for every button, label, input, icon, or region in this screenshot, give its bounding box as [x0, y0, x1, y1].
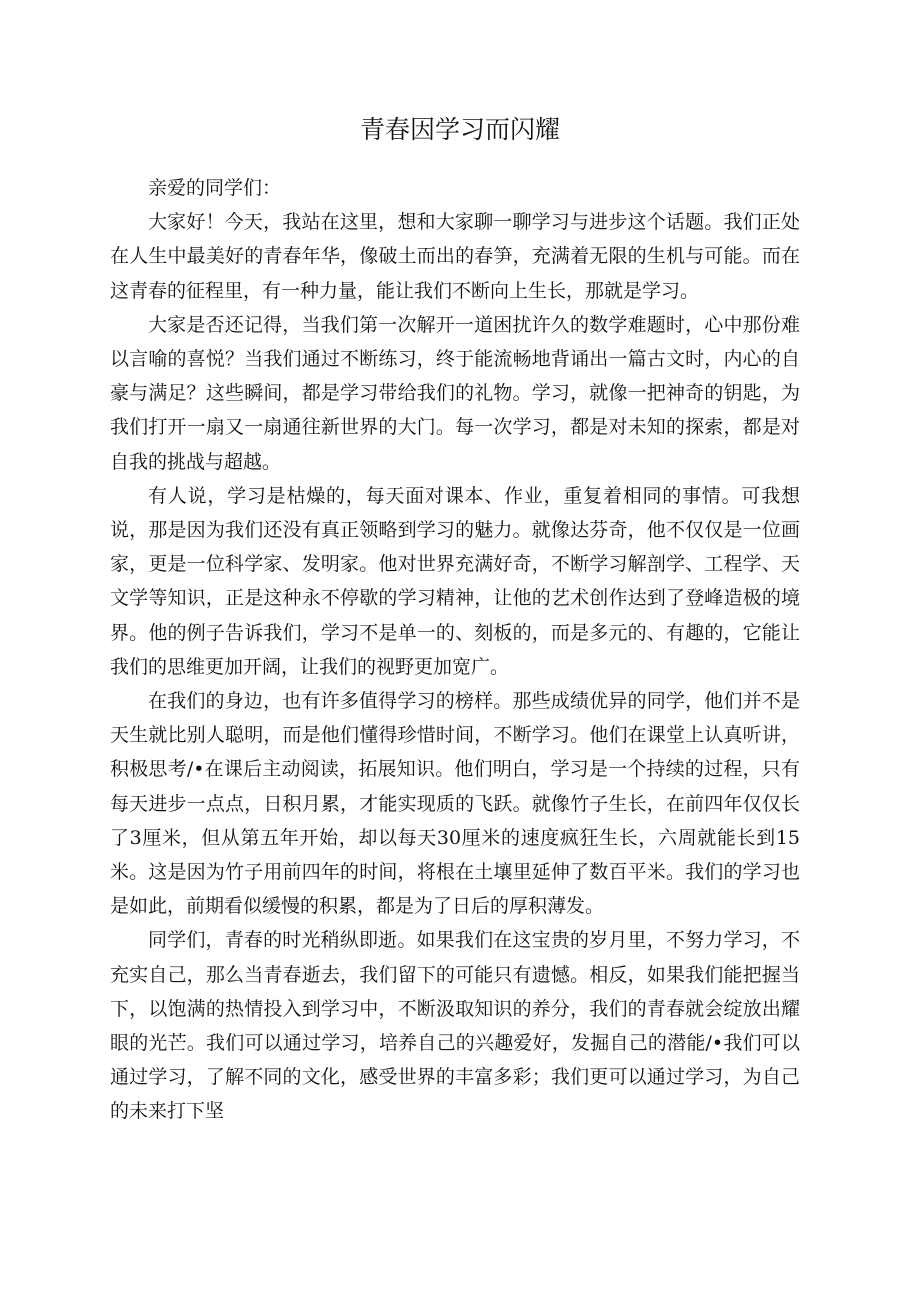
paragraph-4: 在我们的身边，也有许多值得学习的榜样。那些成绩优异的同学，他们并不是天生就比别人聪明，而是他们懂得珍惜时间，不断学习。他们在课堂上认真听讲，积极思考/•在课后主动阅读，拓展知识。他们明白，学习是一个持续的过程，只有每天进步一点点，日积月累，才能实现质的飞跃。就像竹子生长，在前四年仅仅长了3厘米，但从第五年开始，却以每天30厘米的速度疯狂生长，六周就能长到15米。这是因为竹子用前四年的时间，将根在土壤里延伸了数百平米。我们的学习也是如此，前期看似缓慢的积累，都是为了日后的厚积薄发。 — [110, 690, 800, 918]
document-body — [110, 171, 800, 1129]
paragraph-1: 大家好！今天，我站在这里，想和大家聊一聊学习与进步这个话题。我们正处在人生中最美好的青春年华，像破土而出的春笋，充满着无限的生机与可能。而在这青春的征程里，有一种力量，能让我们不断向上生长，那就是学习。 — [110, 211, 800, 302]
paragraph-3: 有人说，学习是枯燥的，每天面对课本、作业，重复着相同的事情。可我想说，那是因为我们还没有真正领略到学习的魅力。就像达芬奇，他不仅仅是一位画家，更是一位科学家、发明家。他对世界充满好奇，不断学习解剖学、工程学、天文学等知识，正是这种永不停歇的学习精神，让他的艺术创作达到了登峰造极的境界。他的例子告诉我们，学习不是单一的、刻板的，而是多元的、有趣的，它能让我们的思维更加开阔，让我们的视野更加宽广。 — [110, 484, 800, 678]
paragraph-2: 大家是否还记得，当我们第一次解开一道困扰许久的数学难题时，心中那份难以言喻的喜悦？当我们通过不断练习，终于能流畅地背诵出一篇古文时，内心的自豪与满足？这些瞬间，都是学习带给我们的礼物。学习，就像一把神奇的钥匙，为我们打开一扇又一扇通往新世界的大门。每一次学习，都是对未知的探索，都是对自我的挑战与超越。 — [110, 313, 800, 473]
paragraph-5: 同学们，青春的时光稍纵即逝。如果我们在这宝贵的岁月里，不努力学习，不充实自己，那么当青春逝去，我们留下的可能只有遗憾。相反，如果我们能把握当下，以饱满的热情投入到学习中，不断汲取知识的养分，我们的青春就会绽放出耀眼的光芒。我们可以通过学习，培养自己的兴趣爱好，发掘自己的潜能/•我们可以通过学习，了解不同的文化，感受世界的丰富多彩；我们更可以通过学习，为自己的未来打下坚 — [110, 929, 800, 1123]
salutation: 亲爱的同学们： — [148, 177, 282, 199]
document-title: 青春因学习而闪耀 — [359, 115, 560, 144]
